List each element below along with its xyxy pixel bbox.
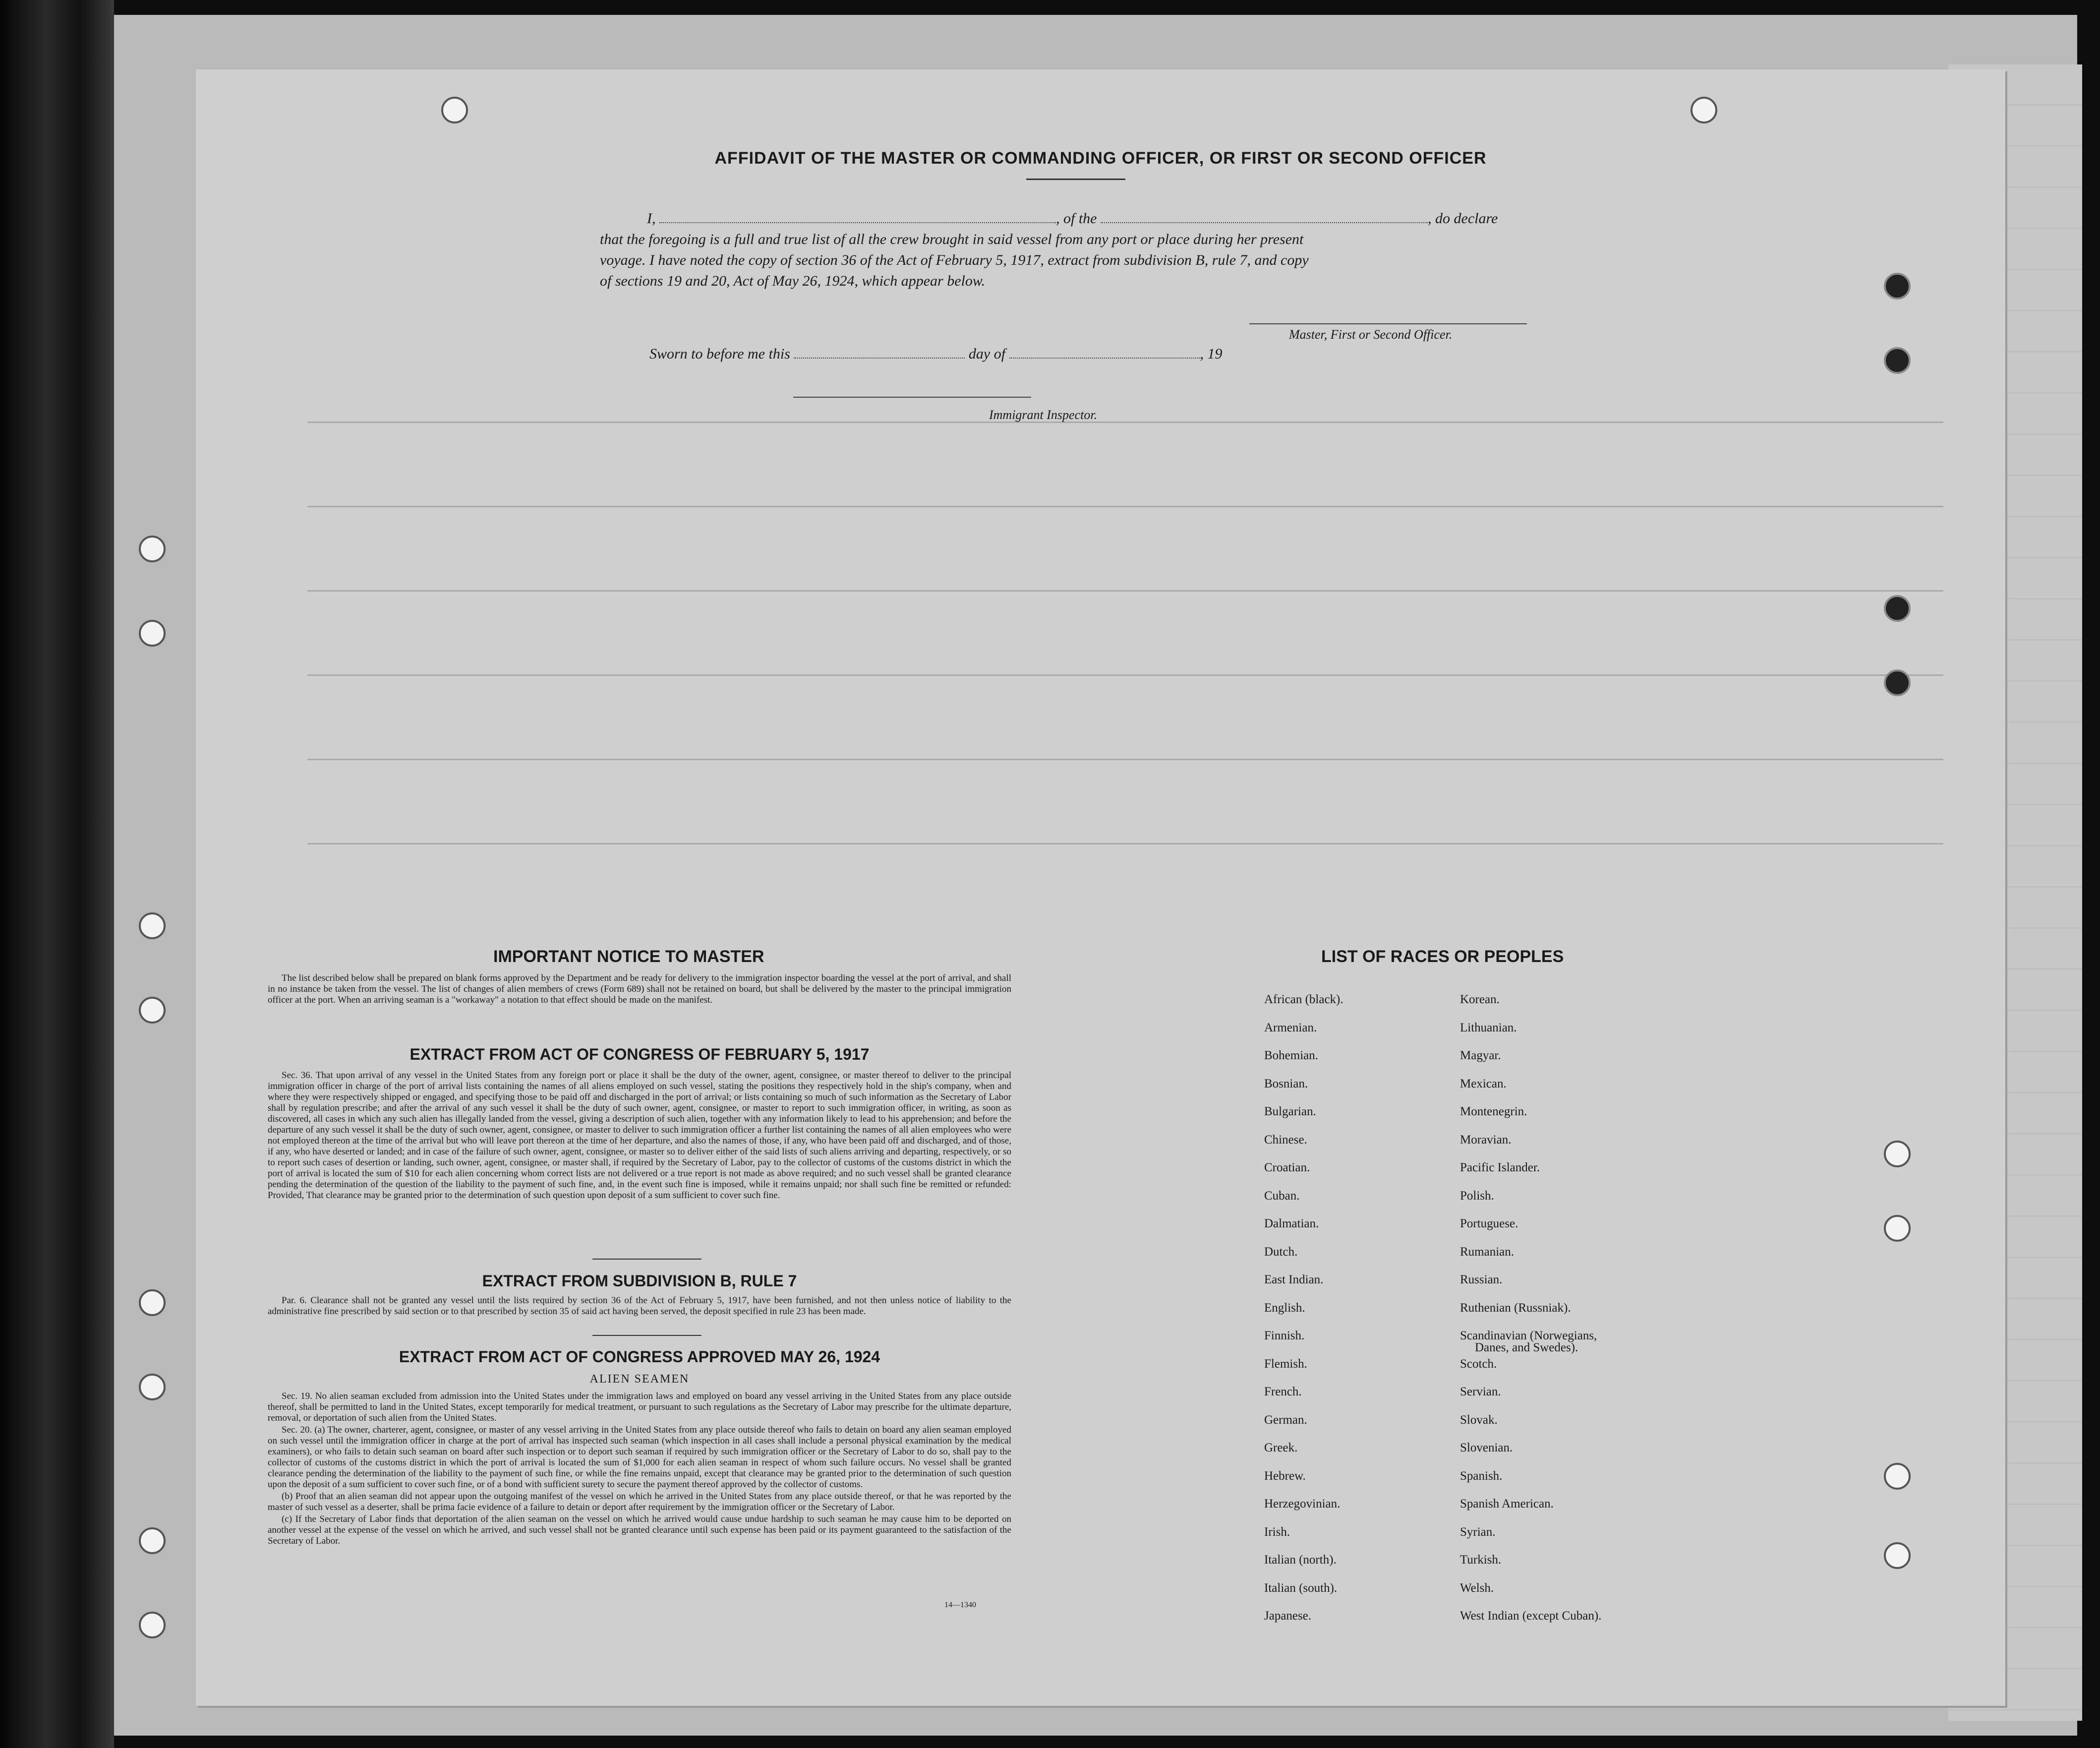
race-item: Japanese.	[1264, 1609, 1312, 1623]
alien-seamen-heading: ALIEN SEAMEN	[589, 1373, 690, 1386]
race-item: Ruthenian (Russniak).	[1460, 1301, 1571, 1315]
punch-hole	[139, 1612, 166, 1638]
declaration-text: I,	[647, 210, 656, 227]
declaration-text: that the foregoing is a full and true list of all the crew brought in said vessel from any port or place during her present	[600, 231, 1304, 247]
binder-edge	[0, 0, 114, 1748]
affidavit-title: AFFIDAVIT OF THE MASTER OR COMMANDING OFFICER, OR FIRST OR SECOND OFFICER	[714, 149, 1487, 168]
vessel-name-field[interactable]	[1101, 210, 1428, 223]
race-item: Rumanian.	[1460, 1245, 1515, 1259]
bleed-through-row	[307, 759, 1943, 760]
bleed-through-row	[307, 422, 1943, 423]
races-title: LIST OF RACES OR PEOPLES	[1321, 947, 1564, 966]
race-item: Magyar.	[1460, 1049, 1501, 1062]
punch-hole	[1691, 97, 1717, 123]
sworn-statement	[649, 346, 1223, 362]
race-item: Lithuanian.	[1460, 1021, 1517, 1034]
race-item: Montenegrin.	[1460, 1105, 1527, 1118]
races-column-left	[1264, 993, 1343, 1637]
declaration-text: of sections 19 and 20, Act of May 26, 1924, which appear below.	[600, 273, 986, 289]
notice-title: IMPORTANT NOTICE TO MASTER	[493, 947, 764, 966]
punch-hole	[139, 1527, 166, 1554]
punch-hole	[1884, 1141, 1911, 1167]
race-item: Spanish American.	[1460, 1497, 1554, 1510]
race-item: Dalmatian.	[1264, 1217, 1319, 1230]
sec-19-paragraph: Sec. 19. No alien seaman excluded from admission into the United States under the immigration laws and employed on board any vessel arriving in the United States from any place outside thereof, shall be permitted to land in the United States, except temporarily for medical treatment, or pursuant to such regulations as the Secretary of Labor may prescribe for the ultimate departure, removal, or deportation of such alien from the United States.	[268, 1391, 1011, 1423]
punch-hole	[139, 912, 166, 939]
punch-hole	[139, 1374, 166, 1400]
race-item: Pacific Islander.	[1460, 1161, 1540, 1174]
sworn-text: day of	[968, 346, 1006, 362]
race-item: African (black).	[1264, 993, 1343, 1006]
race-item: Turkish.	[1460, 1553, 1502, 1567]
race-item: Portuguese.	[1460, 1217, 1518, 1230]
race-item: Polish.	[1460, 1189, 1494, 1203]
race-item: Cuban.	[1264, 1189, 1300, 1203]
race-item: West Indian (except Cuban).	[1460, 1609, 1602, 1623]
punch-hole	[441, 97, 468, 123]
race-item: Bohemian.	[1264, 1049, 1319, 1062]
bleed-through-row	[307, 590, 1943, 592]
extract-1924-title: EXTRACT FROM ACT OF CONGRESS APPROVED MAY 26, 1924	[399, 1348, 880, 1366]
master-name-field[interactable]	[659, 210, 1056, 223]
sworn-day-field[interactable]	[794, 347, 965, 359]
sec-20c-paragraph: (c) If the Secretary of Labor finds that deportation of the alien seaman on the vessel on which he arrived would cause undue hardship to such seaman he may cause him to be deported on another vessel at the expense of the vessel on which he arrived, and such vessel shall not be granted clearance until such expense has been paid or its payment guaranteed to the satisfaction of the Secretary of Labor.	[268, 1514, 1011, 1546]
race-item: French.	[1264, 1385, 1302, 1398]
race-item-continuation: Danes, and Swedes).	[1475, 1341, 1578, 1354]
race-item: Flemish.	[1264, 1357, 1307, 1371]
race-item: Finnish.	[1264, 1329, 1305, 1342]
master-signature-field[interactable]	[1249, 323, 1527, 324]
race-item: Irish.	[1264, 1525, 1290, 1539]
section-divider	[592, 1335, 701, 1336]
punch-hole	[1884, 1542, 1911, 1569]
race-item: Dutch.	[1264, 1245, 1298, 1259]
declaration-text: voyage. I have noted the copy of section 36 of the Act of February 5, 1917, extract from subdivision B, rule 7, and copy	[600, 252, 1309, 268]
affidavit-declaration	[600, 208, 1562, 292]
race-item: Croatian.	[1264, 1161, 1310, 1174]
extract-1924-text	[268, 1391, 1011, 1548]
race-item: Moravian.	[1460, 1133, 1512, 1146]
punch-hole	[139, 620, 166, 647]
race-item: Hebrew.	[1264, 1469, 1306, 1483]
punch-hole	[139, 536, 166, 562]
inspector-signature-label: Immigrant Inspector.	[989, 408, 1098, 422]
race-item: Italian (north).	[1264, 1553, 1337, 1567]
notice-text	[268, 973, 1011, 1007]
sworn-month-field[interactable]	[1009, 347, 1200, 359]
race-item: Slovenian.	[1460, 1441, 1513, 1454]
punch-hole	[139, 997, 166, 1024]
race-item: Slovak.	[1460, 1413, 1498, 1427]
race-item: Servian.	[1460, 1385, 1501, 1398]
form-number: 14—1340	[944, 1601, 976, 1609]
race-item: Greek.	[1264, 1441, 1298, 1454]
race-item: Mexican.	[1460, 1077, 1507, 1090]
race-item: Russian.	[1460, 1273, 1503, 1286]
sworn-text: Sworn to before me this	[649, 346, 790, 362]
bleed-through-row	[307, 843, 1943, 844]
race-item: Armenian.	[1264, 1021, 1317, 1034]
race-item: Korean.	[1460, 993, 1500, 1006]
race-item: Scandinavian (Norwegians,	[1460, 1329, 1597, 1342]
race-item: Syrian.	[1460, 1525, 1496, 1539]
race-item: Bulgarian.	[1264, 1105, 1316, 1118]
sec-20b-paragraph: (b) Proof that an alien seaman did not appear upon the outgoing manifest of the vessel on which he arrived in the United States from any place outside thereof, or that he was reported by the master of such vessel as a deserter, shall be prima facie evidence of a failure to detain or deport after requirement by the immigration officer or the Secretary of Labor.	[268, 1491, 1011, 1512]
punch-hole	[1884, 273, 1911, 300]
declaration-text: , of the	[1056, 210, 1097, 227]
bleed-through-row	[307, 506, 1943, 507]
notice-paragraph: The list described below shall be prepared on blank forms approved by the Department and be ready for delivery to the immigration inspector boarding the vessel at the port of arrival, and shall in no instance be taken from the vessel. The list of changes of alien members of crews (Form 689) shall not be retained on board, but shall be delivered by the master to the principal immigration officer at the port. When an arriving seaman is a "workaway" a notation to that effect should be made on the manifest.	[268, 973, 1011, 1005]
race-item-scandinavian	[1460, 1329, 1601, 1357]
sec-20a-paragraph: Sec. 20. (a) The owner, charterer, agent, consignee, or master of any vessel arriving in the United States from any place outside thereof who fails to detain on board any alien seaman employed on such vessel until the immigration officer in charge at the port of arrival has inspected such seaman (which inspection in all cases shall include a personal physical examination by the medical examiners), or who fails to detain such seaman on board after such inspection or to deport such seaman if required by such immigration officer or the Secretary of Labor to do so, shall pay to the collector of customs of the customs district in which the port of arrival is located the sum of $1,000 for each alien seaman in respect of whom such failure occurs. No vessel shall be granted clearance pending the determination of the liability to the payment of such fine, or while the fine remains unpaid, except that clearance may be granted prior to the determination of such question upon the deposit of a sum sufficient to cover such fine, or of a bond with sufficient surety to secure the payment thereof approved by the collector of customs.	[268, 1425, 1011, 1490]
title-underline	[1026, 179, 1125, 180]
race-item: Spanish.	[1460, 1469, 1503, 1483]
race-item: Italian (south).	[1264, 1581, 1338, 1595]
race-item: East Indian.	[1264, 1273, 1324, 1286]
extract-1917-title: EXTRACT FROM ACT OF CONGRESS OF FEBRUARY 5, 1917	[409, 1045, 870, 1063]
punch-hole	[1884, 347, 1911, 374]
races-column-right	[1460, 993, 1601, 1637]
section-36-paragraph: Sec. 36. That upon arrival of any vessel in the United States from any foreign port or place it shall be the duty of the owner, agent, consignee, or master thereof to deliver to the principal immigration officer in charge of the port of arrival lists containing the names of all aliens employed on such vessel, stating the positions they respectively hold in the ship's company, when and where they were respectively shipped or engaged, and specifying those to be paid off and discharged in the port of arrival; or lists containing so much of such information as the Secretary of Labor shall by regulation prescribe; and after the arrival of any such vessel it shall be the duty of such owner, agent, consignee, or master to report to such immigration officer, in writing, as soon as discovered, all cases in which any such alien has illegally landed from the vessel, giving a description of such alien, together with any information likely to lead to his apprehension; and before the departure of any such vessel it shall be the duty of such owner, agent, consignee, or master to deliver to such immigration officer a further list containing the names of all alien employees who were not employed thereon at the time of the arrival but who will leave port thereon at the time of her departure, and also the names of those, if any, who have been paid off and discharged, and of those, if any, who have deserted or landed; and in case of the failure of such owner, agent, consignee, or master so to deliver either of the said lists of such aliens arriving and departing, respectively, or so to report such cases of desertion or landing, such owner, agent, consignee, or master shall, if required by the Secretary of Labor, pay to the collector of customs of the customs district in which the port of arrival is located the sum of $10 for each alien concerning whom correct lists are not delivered or a true report is not made as above required; and no such vessel shall be granted clearance pending the determination of the question of the liability to the payment of such fine, and, in the event such fine is imposed, while it remains unpaid; nor shall such fine be remitted or refunded: Provided, That clearance may be granted prior to the determination of such question upon deposit of a sum sufficient to cover such fine.	[268, 1070, 1011, 1201]
race-item: Bosnian.	[1264, 1077, 1308, 1090]
bleed-through-row	[307, 674, 1943, 676]
race-item: Chinese.	[1264, 1133, 1307, 1146]
sworn-text: , 19	[1200, 346, 1223, 362]
punch-hole	[1884, 1463, 1911, 1490]
race-item: Herzegovinian.	[1264, 1497, 1341, 1510]
section-divider	[592, 1259, 701, 1260]
punch-hole	[139, 1289, 166, 1316]
par-6-paragraph: Par. 6. Clearance shall not be granted any vessel until the lists required by section 36 of the Act of February 5, 1917, have been furnished, and not then unless notice of liability to the administrative fine prescribed by said section or to that prescribed by section 35 of said act having been served, the deposit specified in rule 23 has been made.	[268, 1295, 1011, 1317]
punch-hole	[1884, 595, 1911, 622]
extract-1917-text	[268, 1070, 1011, 1202]
master-signature-label: Master, First or Second Officer.	[1289, 327, 1453, 342]
race-item: English.	[1264, 1301, 1305, 1315]
declaration-text: , do declare	[1428, 210, 1498, 227]
race-item: Scotch.	[1460, 1357, 1497, 1371]
race-item: German.	[1264, 1413, 1307, 1427]
extract-rule7-title: EXTRACT FROM SUBDIVISION B, RULE 7	[482, 1272, 797, 1290]
inspector-signature-field[interactable]	[793, 397, 1031, 398]
race-item: Welsh.	[1460, 1581, 1494, 1595]
punch-hole	[1884, 1215, 1911, 1242]
extract-rule7-text	[268, 1295, 1011, 1318]
punch-hole	[1884, 669, 1911, 696]
